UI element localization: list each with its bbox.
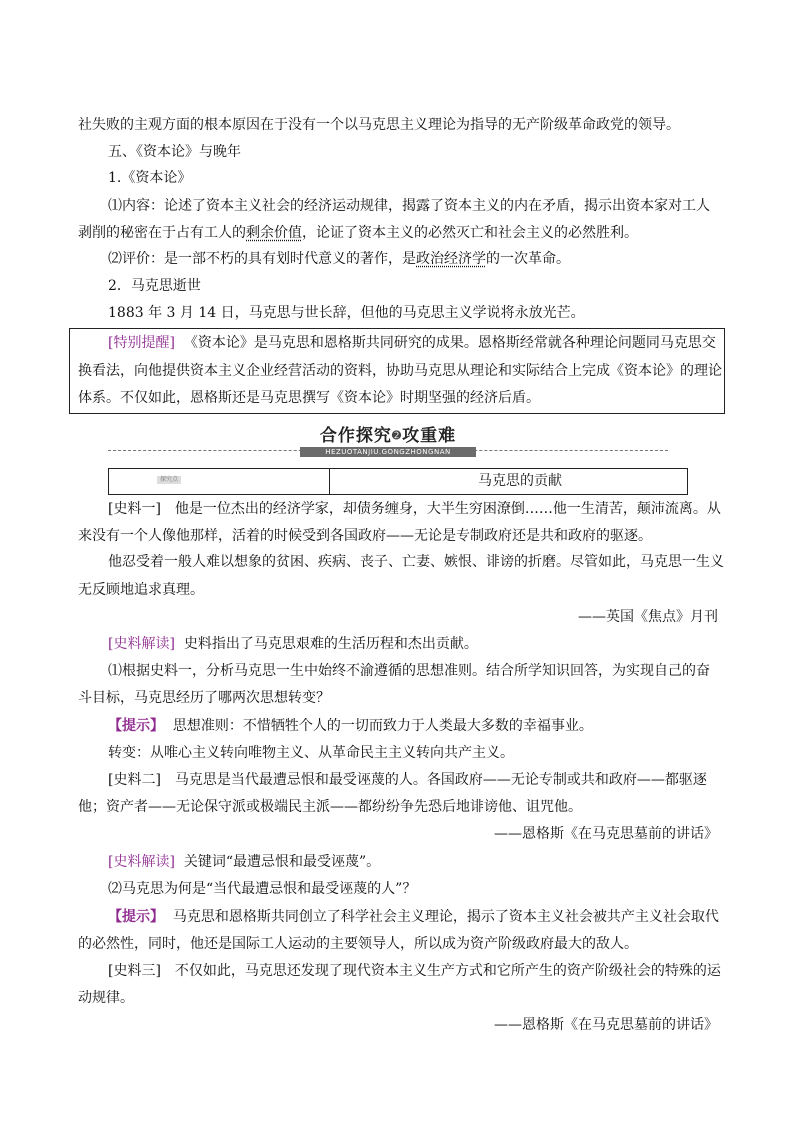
source-text: 他；资产者——无论保守派或极端民主派——都纷纷争先恐后地诽谤他、诅咒他。 (78, 799, 582, 815)
interpretation-tag: [史料解读] (108, 854, 175, 870)
source-citation: ——英国《焦点》月刊 (578, 609, 718, 625)
text-segment: 思想准则：不惜牺牲个人的一切而致力于人类最大多数的幸福事业。 (172, 718, 593, 734)
text-segment: ，论证了资本主义的必然灭亡和社会主义的必然胜利。 (302, 225, 638, 241)
topic-tag (109, 469, 330, 494)
banner-title-part: 合作探究 (319, 426, 392, 446)
text-segment: 剥削的秘密在于占有工人的 (78, 225, 246, 241)
source-citation: ——恩格斯《在马克思墓前的讲话》 (494, 1017, 718, 1033)
text-segment: 关键词“最遭忌恨和最受诬蔑”。 (183, 854, 381, 870)
source-citation: ——恩格斯《在马克思墓前的讲话》 (494, 826, 718, 842)
topic-tag-label: 探究点 (157, 476, 181, 484)
subsection-heading: 1.《资本论》 (108, 170, 192, 186)
source-text: 动规律。 (78, 990, 134, 1006)
reminder-line (108, 333, 716, 353)
text-line (78, 223, 638, 243)
hint-line (108, 907, 719, 927)
reminder-tag: [特别提醒] (108, 335, 175, 351)
subsection-heading: 2．马克思逝世 (108, 278, 201, 294)
text-line (108, 249, 570, 269)
question-line: ⑵马克思为何是“当代最遭忌恨和最受诬蔑的人”？ (108, 881, 417, 897)
section-banner (300, 425, 476, 457)
reminder-line: 换看法，向他提供资本主义企业经营活动的资料，协助马克思从理论和实际结合上完成《资本论》的理论 (78, 363, 722, 379)
underlined-term: 剩余价值 (246, 225, 302, 241)
question-line: 斗目标，马克思经历了哪两次思想转变？ (78, 690, 330, 706)
underlined-term: 政治经济学 (416, 251, 486, 267)
source-text: 来没有一个人像他那样，活着的时候受到各国政府——无论是专制政府还是共和政府的驱逐。 (78, 528, 652, 544)
hint-tag: 【提示】 (108, 909, 164, 925)
question-line: ⑴根据史料一，分析马克思一生中始终不渝遵循的思想准则。结合所学知识回答，为实现自己的奋 (108, 663, 710, 679)
source-text: [史料二] 马克思是当代最遭忌恨和最受诬蔑的人。各国政府——无论专制或共和政府——都驱逐 (108, 772, 707, 788)
text-segment: 史料指出了马克思艰难的生活历程和杰出贡献。 (183, 636, 478, 652)
hint-line: 的必然性，同时，他还是国际工人运动的主要领导人，所以成为资产阶级政府最大的敌人。 (78, 936, 638, 952)
text-segment: 的一次革命。 (486, 251, 570, 267)
section-heading: 五、《资本论》与晚年 (108, 144, 241, 160)
hint-tag: 【提示】 (108, 718, 164, 734)
source-text: [史料三] 不仅如此，马克思还发现了现代资本主义生产方式和它所产生的资产阶级社会的特殊的运 (108, 963, 721, 979)
source-text: 他忍受着一般人难以想象的贫困、疾病、丧子、亡妻、嫉恨、诽谤的折磨。尽管如此，马克思一生义 (108, 554, 724, 570)
text-segment: 《资本论》是马克思和恩格斯共同研究的成果。恩格斯经常就各种理论问题同马克思交 (183, 335, 716, 351)
interpretation-line (108, 634, 478, 654)
banner-title (300, 425, 476, 447)
text-line: 社失败的主观方面的根本原因在于没有一个以马克思主义理论为指导的无产阶级革命政党的领导。 (78, 117, 680, 133)
banner-subtitle: HEZUOTANJIU.GONGZHONGNAN (300, 447, 476, 457)
topic-title: 马克思的贡献 (478, 473, 562, 489)
reminder-line: 体系。不仅如此，恩格斯还是马克思撰写《资本论》时期坚强的经济后盾。 (78, 390, 540, 406)
text-line: 1883 年 3 月 14 日，马克思与世长辞，但他的马克思主义学说将永放光芒。 (108, 305, 585, 321)
interpretation-tag: [史料解读] (108, 636, 175, 652)
text-line: ⑴内容：论述了资本主义社会的经济运动规律，揭露了资本主义的内在矛盾，揭示出资本家对工人 (108, 198, 710, 214)
source-text: 无反顾地追求真理。 (78, 582, 204, 598)
chevron-circle-icon: ➋ (391, 429, 403, 442)
hint-line: 转变：从唯心主义转向唯物主义、从革命民主主义转向共产主义。 (108, 745, 514, 761)
hint-line (108, 716, 593, 736)
topic-header (108, 468, 688, 495)
text-segment: 马克思和恩格斯共同创立了科学社会主义理论，揭示了资本主义社会被共产主义社会取代 (172, 909, 719, 925)
interpretation-line (108, 852, 380, 872)
text-segment: ⑵评价：是一部不朽的具有划时代意义的著作，是 (108, 251, 416, 267)
source-text: [史料一] 他是一位杰出的经济学家，却债务缠身，大半生穷困潦倒……他一生清苦，颠沛流离。从 (108, 501, 721, 517)
banner-title-part: 攻重难 (402, 426, 457, 446)
